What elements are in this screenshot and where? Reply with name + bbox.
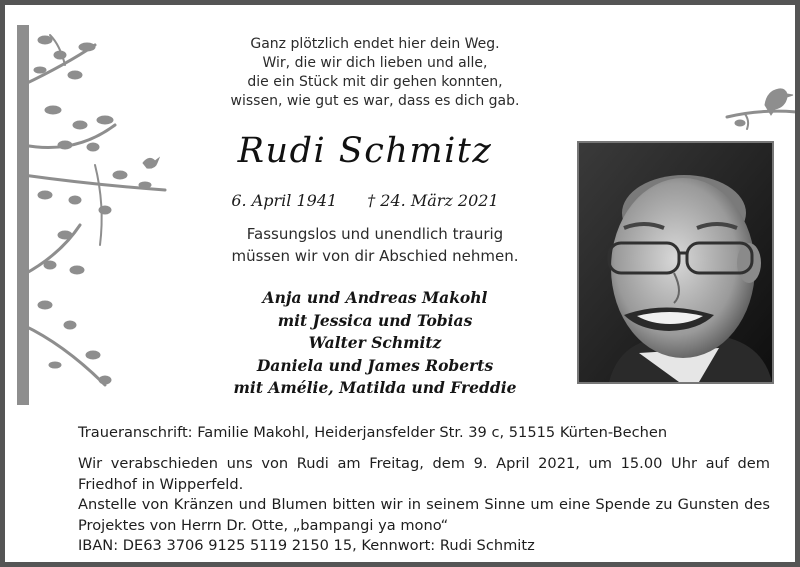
tree-silhouette-icon [5,25,170,405]
family-line: Walter Schmitz [308,333,442,352]
bird-on-branch-icon [725,79,800,134]
death-date: † 24. März 2021 [367,191,499,210]
funeral-details [78,454,770,557]
condolence-line: müssen wir von dir Abschied nehmen. [231,247,519,265]
family-line: Daniela und James Roberts [256,355,494,375]
bank-details: IBAN: DE63 3706 9125 5119 2150 15, Kennwort: Rudi Schmitz [78,537,535,554]
poem-line: Ganz plötzlich endet hier dein Weg. [250,36,500,52]
poem-line: wissen, wie gut es war, dass es dich gab. [230,93,520,109]
poem [190,35,560,111]
condolence-line: Fassungslos und unendlich traurig [246,225,504,243]
donation-text: Anstelle von Kränzen und Blumen bitten wir in seinem Sinne um eine Spende zu Gunsten des Projektes von Herrn Dr. Otte, „bampangi ya mono“ [78,496,770,534]
mourning-address: Traueranschrift: Familie Makohl, Heiderjansfelder Str. 39 c, 51515 Kürten-Bechen [78,424,668,441]
family-line: mit Amélie, Matilda und Freddie [233,378,517,397]
birth-date: 6. April 1941 [231,191,338,210]
family-line: Anja und Andreas Makohl [262,288,488,307]
portrait-photo [577,141,774,384]
condolence-text [190,223,560,267]
poem-line: Wir, die wir dich lieben und alle, [262,55,488,71]
portrait-image [579,143,772,382]
family-line: mit Jessica und Tobias [277,310,473,330]
ceremony-text: Wir verabschieden uns von Rudi am Freitag, dem 9. April 2021, um 15.00 Uhr auf dem Friedhof in Wipperfeld. [78,455,770,493]
family-list [175,287,575,400]
deceased-name: Rudi Schmitz [237,131,493,171]
poem-line: die ein Stück mit dir gehen konnten, [247,74,503,90]
life-dates [175,190,555,212]
